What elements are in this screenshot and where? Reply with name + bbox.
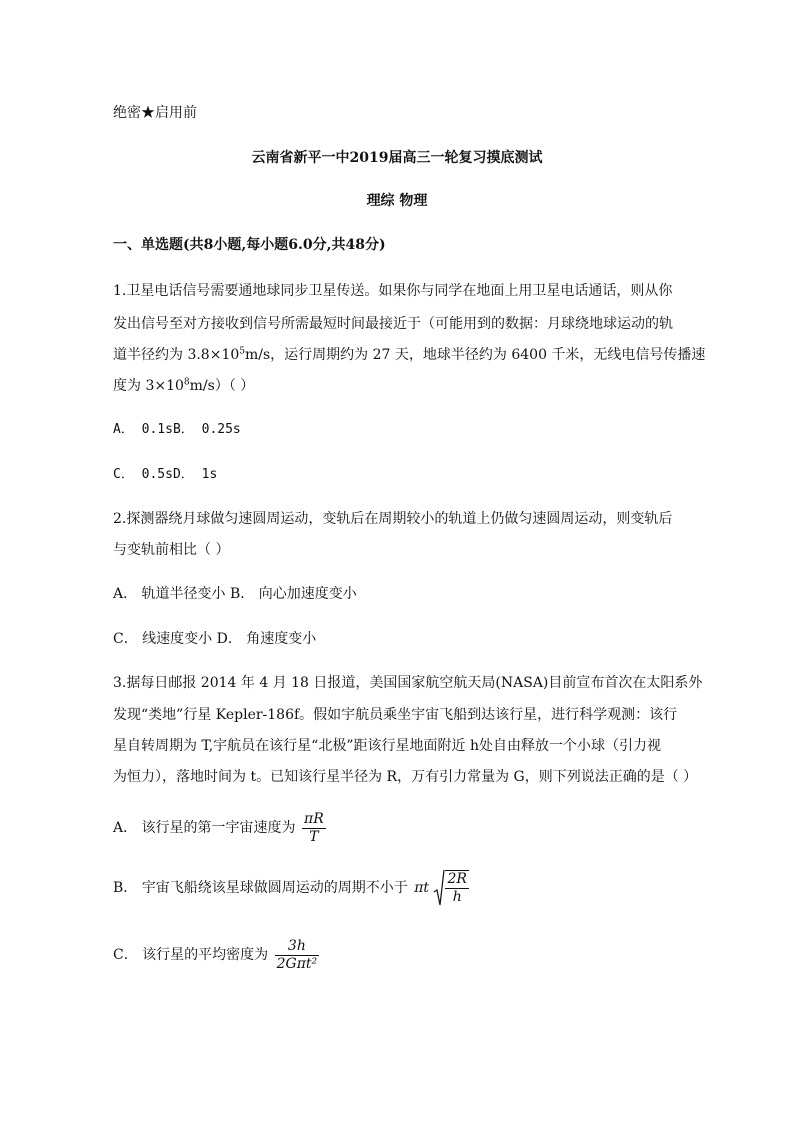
q1-line3-b: m/s，运行周期约为 27 天，地球半径约为 6400 千米，无线电信号传播速 bbox=[245, 347, 706, 363]
q3-option-c-denominator: 2Gπt² bbox=[276, 955, 318, 972]
q2-line1: 2.探测器绕月球做匀速圆周运动，变轨后在周期较小的轨道上仍做匀速圆周运动，则变轨后 bbox=[113, 511, 673, 527]
q3-option-a-fraction bbox=[302, 811, 326, 846]
q3-option-a-numerator: πR bbox=[304, 810, 324, 827]
q1-line4-b: m/s）（ ） bbox=[189, 378, 255, 394]
q3-option-b-prefix: πt bbox=[414, 880, 430, 896]
q1-line3-a: 道半径约为 3.8×10 bbox=[113, 347, 240, 363]
q3-option-c-fraction bbox=[275, 938, 320, 973]
section-heading: 一、单选题(共8小题,每小题6.0分,共48分) bbox=[113, 237, 386, 253]
q3-option-c bbox=[113, 935, 693, 975]
q3-option-a-denominator: T bbox=[309, 828, 319, 845]
q1-line2: 发出信号至对方接收到信号所需最短时间最接近于（可能用到的数据：月球绕地球运动的轨 bbox=[113, 316, 673, 332]
q3-option-c-numerator: 3h bbox=[275, 938, 320, 956]
q1-line4 bbox=[113, 376, 693, 396]
q2-options-cd: C． 线速度变小 D． 角速度变小 bbox=[113, 631, 317, 647]
q3-line2: 发现“类地”行星 Kepler-186f。假如宇航员乘坐宇宙飞船到达该行星，进行科学观测：该行 bbox=[113, 707, 678, 723]
secret-label: 绝密★启用前 bbox=[113, 105, 197, 121]
q3-option-c-text: C． 该行星的平均密度为 bbox=[113, 947, 269, 963]
q3-line4: 为恒力），落地时间为 t。已知该行星半径为 R，万有引力常量为 G，则下列说法正确的是（ ） bbox=[113, 769, 698, 785]
q3-option-b-fraction bbox=[445, 870, 468, 906]
q3-option-a-text: A． 该行星的第一宇宙速度为 bbox=[113, 820, 296, 836]
q1-line3-exponent: 5 bbox=[239, 346, 245, 357]
q3-option-b-expression bbox=[414, 868, 469, 908]
q3-option-a bbox=[113, 810, 693, 846]
q3-line3: 星自转周期为 T,宇航员在该行星“北极”距该行星地面附近 h处自由释放一个小球（引力视 bbox=[113, 738, 661, 754]
q2-line2: 与变轨前相比（ ） bbox=[113, 542, 230, 558]
q1-line1: 1.卫星电话信号需要通地球同步卫星传送。如果你与同学在地面上用卫星电话通话，则从你 bbox=[113, 283, 673, 299]
q3-option-b-denominator: h bbox=[452, 889, 462, 905]
q3-option-b bbox=[113, 868, 693, 908]
exam-title: 云南省新平一中2019届高三一轮复习摸底测试 bbox=[251, 150, 543, 166]
sqrt-sign-icon bbox=[433, 868, 445, 908]
q1-line4-exponent: 8 bbox=[183, 377, 190, 388]
q1-line4-a: 度为 3×10 bbox=[113, 378, 184, 394]
q3-option-b-text: B． 宇宙飞船绕该星球做圆周运动的周期不小于 bbox=[113, 880, 408, 896]
q3-line1: 3.据每日邮报 2014 年 4 月 18 日报道，美国国家航空航天局(NASA)目前宣布首次在太阳系外 bbox=[113, 675, 703, 691]
q3-option-b-numerator: 2R bbox=[447, 871, 467, 887]
q1-line3 bbox=[113, 345, 706, 365]
q1-options-ab: A． 0.1sB． 0.25s bbox=[113, 422, 241, 437]
q1-options-cd: C． 0.5sD． 1s bbox=[113, 467, 218, 482]
q2-options-ab: A． 轨道半径变小 B． 向心加速度变小 bbox=[113, 586, 357, 602]
exam-subtitle: 理综 物理 bbox=[366, 193, 428, 209]
